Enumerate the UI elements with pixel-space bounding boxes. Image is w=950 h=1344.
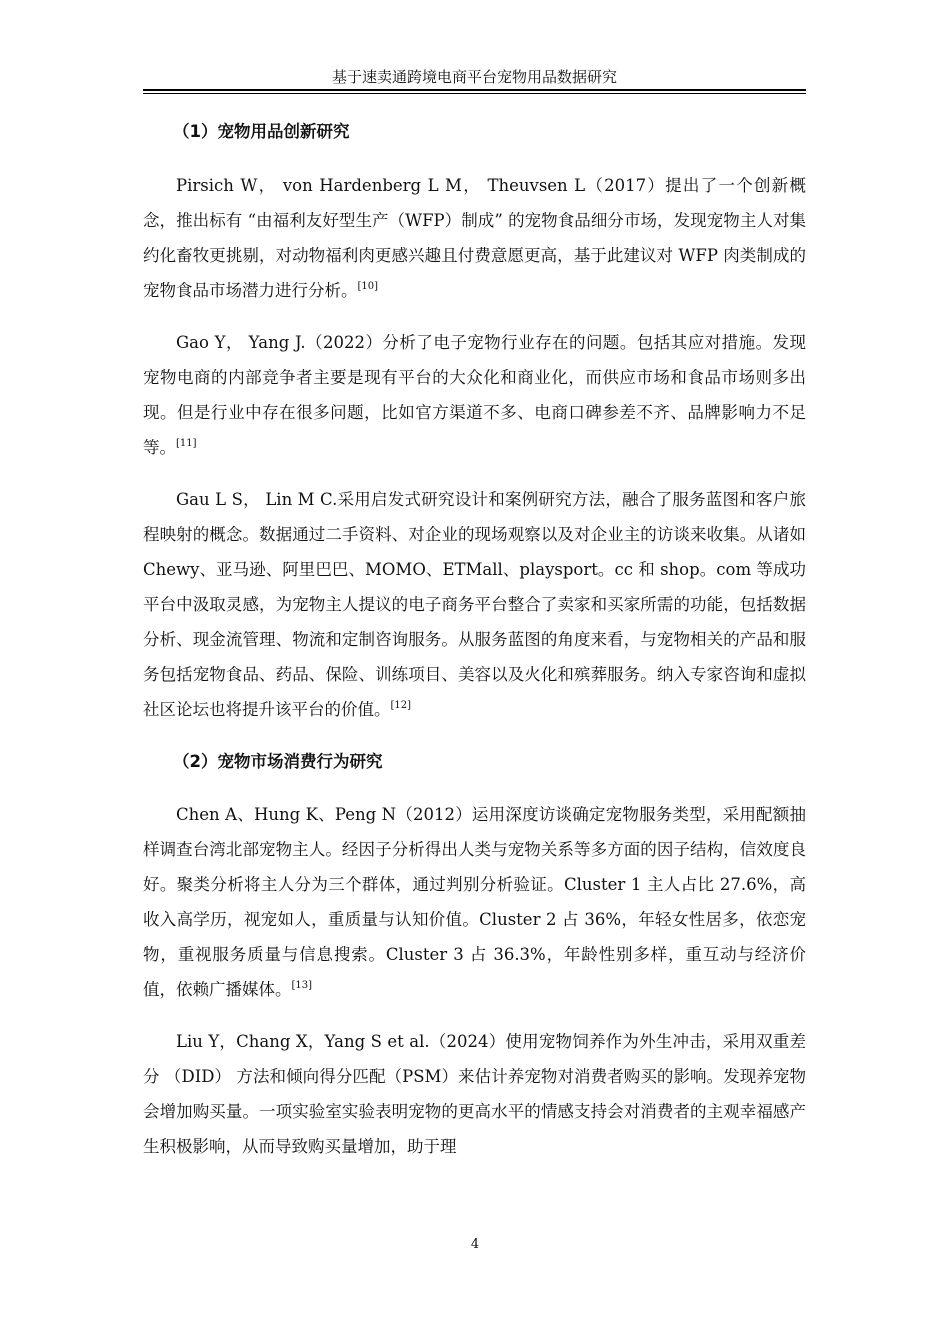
paragraph-chen: [143, 797, 806, 1007]
page-body: [143, 114, 806, 1181]
citation-ref: [11]: [176, 438, 197, 449]
section-heading-pet-supplies-innovation: （1）宠物用品创新研究: [173, 122, 350, 141]
paragraph-liu: [143, 1024, 806, 1164]
paragraph-text: Gau L S， Lin M C.采用启发式研究设计和案例研究方法，融合了服务蓝图和客户旅程映射的概念。数据通过二手资料、对企业的现场观察以及对企业主的访谈来收集。从诸如 Chewy、亚马逊、阿里巴巴、MOMO、ETMall、playsport。cc 和 shop。com 等成功平台中汲取灵感，为宠物主人提议的电子商务平台整合了卖家和买家所需的功能，包括数据分析、现金流管理、物流和定制咨询服务。从服务蓝图的角度来看，与宠物相关的产品和服务包括宠物食品、药品、保险、训练项目、美容以及火化和殡葬服务。纳入专家咨询和虚拟社区论坛也将提升该平台的价值。: [143, 490, 806, 719]
paragraph-gau: [143, 482, 806, 727]
paragraph-text: Pirsich W， von Hardenberg L M， Theuvsen L（2017）提出了一个创新概念，推出标有 “由福利友好型生产（WFP）制成” 的宠物食品细分市场，发现宠物主人对集约化畜牧更挑剔，对动物福利肉更感兴趣且付费意愿更高，基于此建议对 WFP 肉类制成的宠物食品市场潜力进行分析。: [143, 176, 806, 300]
citation-ref: [10]: [357, 281, 379, 292]
paragraph-pirsich: [143, 168, 806, 308]
page-number: 4: [470, 1237, 480, 1252]
paragraph-text: Gao Y， Yang J.（2022）分析了电子宠物行业存在的问题。包括其应对措施。发现宠物电商的内部竞争者主要是现有平台的大众化和商业化，而供应市场和食品市场则多出现。但是行业中存在很多问题，比如官方渠道不多、电商口碑参差不齐、品牌影响力不足等。: [143, 333, 806, 457]
paragraph-text: Chen A、Hung K、Peng N（2012）运用深度访谈确定宠物服务类型，采用配额抽样调查台湾北部宠物主人。经因子分析得出人类与宠物关系等多方面的因子结构，信效度良好。聚类分析将主人分为三个群体，通过判别分析验证。Cluster 1 主人占比 27.6%，高收入高学历，视宠如人，重质量与认知价值。Cluster 2 占 36%，年轻女性居多，依恋宠物，重视服务质量与信息搜索。Cluster 3 占 36.3%，年龄性别多样，重互动与经济价值，依赖广播媒体。: [143, 805, 806, 999]
citation-ref: [13]: [291, 980, 313, 991]
running-header: 基于速卖通跨境电商平台宠物用品数据研究: [331, 68, 617, 86]
header-rule-thin: [143, 93, 806, 94]
section-heading-consumer-behavior: （2）宠物市场消费行为研究: [173, 752, 383, 771]
citation-ref: [12]: [390, 700, 412, 711]
paragraph-gao: [143, 325, 806, 465]
header-rule-thick: [143, 89, 806, 91]
paragraph-text: Liu Y，Chang X，Yang S et al.（2024）使用宠物饲养作为外生冲击，采用双重差分 （DID） 方法和倾向得分匹配（PSM）来估计养宠物对消费者购买的影响。发现养宠物会增加购买量。一项实验室实验表明宠物的更高水平的情感支持会对消费者的主观幸福感产生积极影响，从而导致购买量增加，助于理: [143, 1032, 806, 1156]
